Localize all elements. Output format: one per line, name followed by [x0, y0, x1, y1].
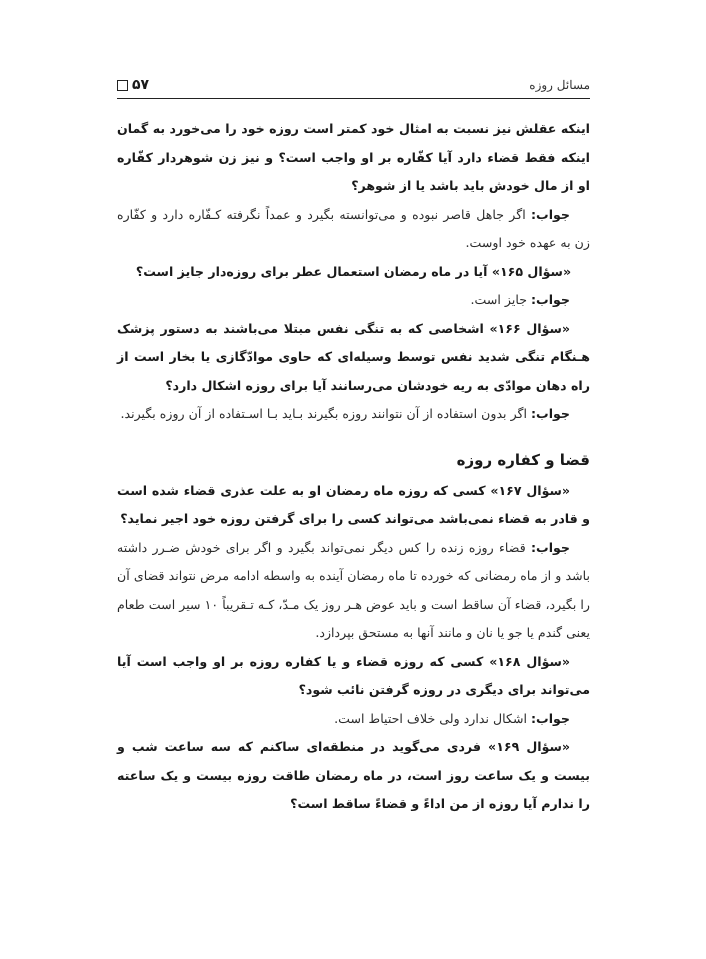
answer-166	[117, 400, 590, 429]
section-heading: قضا و کفاره روزه	[456, 450, 590, 469]
answer-165	[117, 286, 590, 315]
question-168: «سؤال ۱۶۸» کسی که روزه قضاء و یا کفاره روزه بر او واجب است آیا می‌تواند برای دیگری در روزه گرفتن نائب شود؟	[117, 653, 590, 697]
answer-label: جواب:	[531, 539, 570, 555]
question-167: «سؤال ۱۶۷» کسی که روزه ماه رمضان او به علت عذری قضاء شده است و قادر به قضاء نمی‌باشد می‌تواند کسی را برای گرفتن روزه خود اجیر نماید؟	[117, 482, 590, 526]
answer-164	[117, 201, 590, 258]
page-number	[117, 77, 149, 93]
answer-168	[117, 705, 590, 734]
running-title: مسائل روزه	[529, 78, 590, 92]
question-166: «سؤال ۱۶۶» اشخاصی که به تنگی نفس مبتلا می‌باشند به دستور پزشک هـنگام تنگی شدید نفس توسط وسیله‌ای که حاوی موادّگازی یا بخار است از راه دهان موادّی به ریه خودشان می‌رسانند آیا برای روزه اشکال دارد؟	[117, 320, 590, 393]
answer-label: جواب:	[531, 710, 570, 726]
header-rule	[117, 98, 590, 99]
answer-text: قضاء روزه زنده را کس دیگر نمی‌تواند بگیرد و اگر برای خودش ضـرر داشته باشد و از ماه رمضانی که خورده تا ماه رمضان آینده به واسطه ادامه مرض نتواند قضای آن را بگیرد، قضاء آن ساقط است و باید عوض هـر روز یک مـدّ، کـه تـقریباً ۱۰ سیر است طعام یعنی گندم یا جو یا نان و مانند آنها به مستحق بپردازد.	[117, 539, 590, 640]
answer-text: اگر بدون استفاده از آن نتوانند روزه بگیرند بـاید بـا اسـتفاده از آن روزه بگیرند.	[120, 406, 532, 421]
answer-label: جواب:	[531, 292, 570, 307]
question-169: «سؤال ۱۶۹» فردی می‌گوید در منطقه‌ای ساکنم که سه ساعت شب و بیست و یک ساعت روز است، در ماه رمضان طاقت روزه بیست و یک ساعته را ندارم آیا روزه از من اداءً و قضاءً ساقط است؟	[117, 739, 590, 811]
page-number-text: ۵۷	[132, 77, 150, 93]
square-ornament-icon	[117, 80, 128, 91]
answer-text: اگر جاهل قاصر نبوده و می‌توانسته بگیرد و عمداً نگرفته کـفّاره دارد و کفّاره زن به عهده خود اوست.	[117, 206, 590, 250]
page-body	[117, 115, 590, 819]
question-164-continued: اینکه عقلش نیز نسبت به امثال خود کمتر است روزه خود را می‌خورد به گمان اینکه فقط قضاء دارد آیا کفّاره بر او واجب است؟ و نیز زن شوهردار کفّاره او از مال خودش باید باشد یا از شوهر؟	[117, 121, 590, 193]
answer-label: جواب:	[531, 206, 570, 222]
answer-text: اشکال ندارد ولی خلاف احتیاط است.	[334, 710, 532, 726]
answer-label: جواب:	[531, 406, 570, 421]
answer-167	[117, 534, 590, 648]
answer-text: جایز است.	[470, 292, 532, 307]
running-header	[117, 76, 590, 102]
question-165: «سؤال ۱۶۵» آیا در ماه رمضان استعمال عطر برای روزه‌دار جایز است؟	[135, 263, 572, 279]
